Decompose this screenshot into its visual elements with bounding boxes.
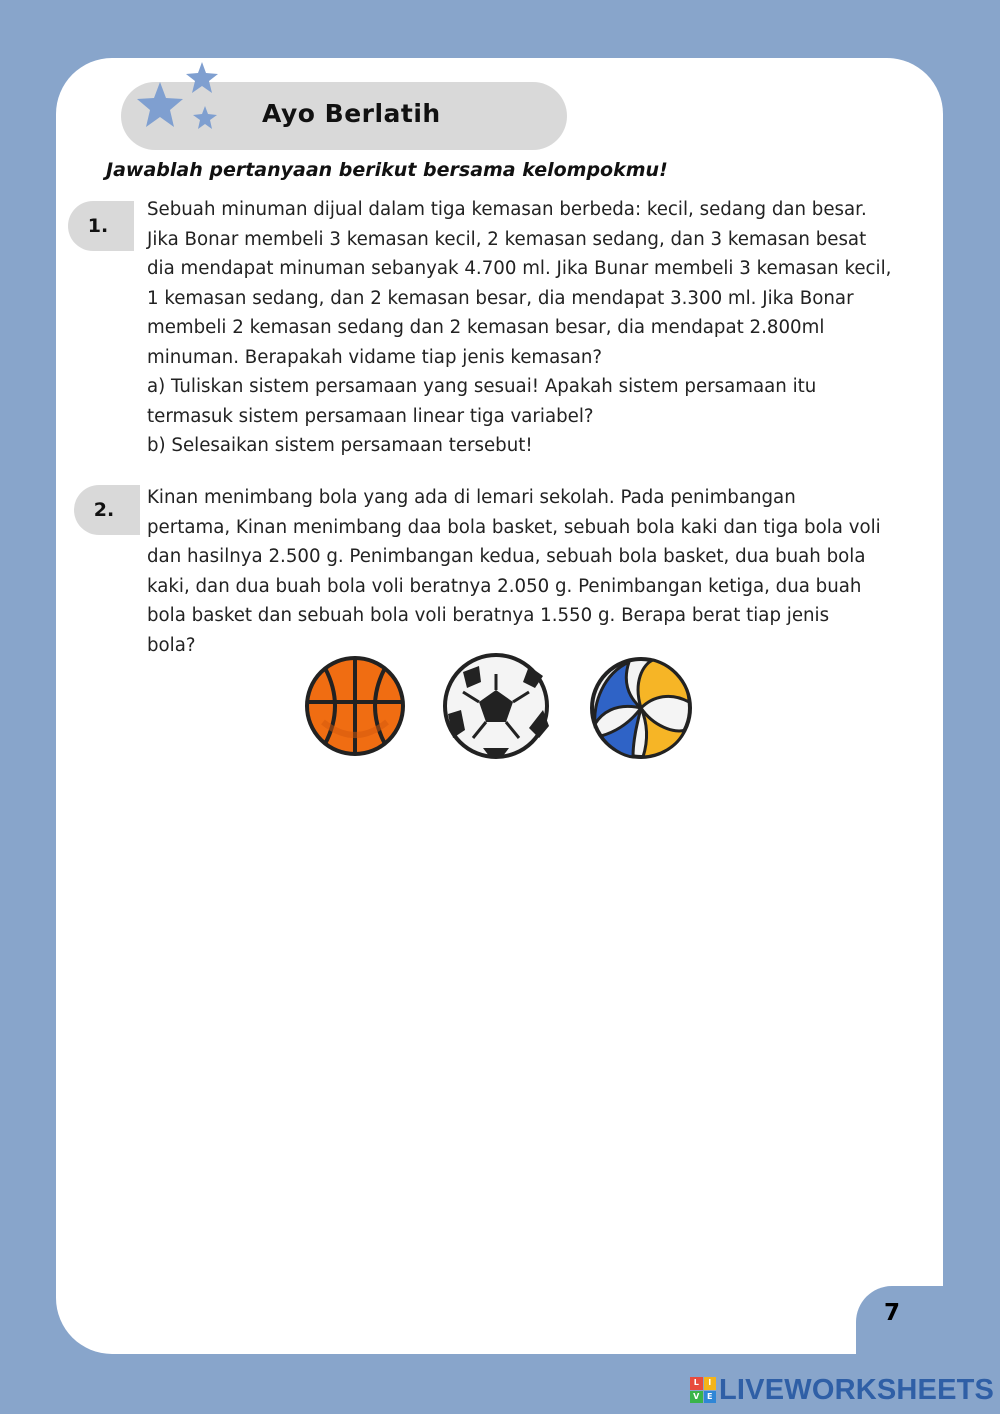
text-line: a) Tuliskan sistem persamaan yang sesuai! Apakah sistem persamaan itu bbox=[147, 376, 817, 397]
text-line: b) Selesaikan sistem persamaan tersebut! bbox=[147, 435, 533, 456]
watermark-text: LIVEWORKSHEETS bbox=[719, 1373, 995, 1406]
question-number-1: 1. bbox=[68, 201, 134, 251]
text-line: dan hasilnya 2.500 g. Penimbangan kedua, sebuah bola basket, dua buah bola bbox=[147, 546, 866, 567]
liveworksheets-watermark bbox=[690, 1373, 994, 1407]
text-line: dia mendapat minuman sebanyak 4.700 ml. Jika Bunar membeli 3 kemasan kecil, bbox=[147, 258, 892, 279]
text-line: 1 kemasan sedang, dan 2 kemasan besar, dia mendapat 3.300 ml. Jika Bonar bbox=[147, 287, 854, 309]
text-line: Jika Bonar membeli 3 kemasan kecil, 2 kemasan sedang, dan 3 kemasan besat bbox=[147, 228, 867, 250]
text-line: bola basket dan sebuah bola voli beratnya 1.550 g. Berapa berat tiap jenis bbox=[147, 605, 830, 626]
text-line: Sebuah minuman dijual dalam tiga kemasan berbeda: kecil, sedang dan besar. bbox=[147, 199, 867, 220]
text-line: minuman. Berapakah vidame tiap jenis kemasan? bbox=[147, 346, 603, 368]
soccer-ball-icon bbox=[445, 655, 549, 757]
page-title: Ayo Berlatih bbox=[262, 99, 441, 128]
text-line: pertama, Kinan menimbang daa bola basket, sebuah bola kaki dan tiga bola voli bbox=[147, 516, 881, 538]
instruction-text: Jawablah pertanyaan berikut bersama kelompokmu! bbox=[106, 159, 668, 181]
text-line: bola? bbox=[147, 634, 196, 656]
volleyball-icon bbox=[592, 659, 690, 757]
page-number: 7 bbox=[883, 1300, 900, 1326]
liveworksheets-logo-icon: L I V E bbox=[690, 1377, 716, 1403]
stars-icon bbox=[128, 58, 228, 148]
text-line: termasuk sistem persamaan linear tiga variabel? bbox=[147, 405, 594, 427]
question-number-2: 2. bbox=[74, 485, 140, 535]
question-2-text bbox=[147, 483, 907, 660]
basketball-icon bbox=[307, 658, 403, 754]
balls-illustration bbox=[303, 652, 693, 762]
text-line: membeli 2 kemasan sedang dan 2 kemasan besar, dia mendapat 2.800ml bbox=[147, 317, 825, 338]
text-line: Kinan menimbang bola yang ada di lemari sekolah. Pada penimbangan bbox=[147, 487, 796, 508]
text-line: kaki, dan dua buah bola voli beratnya 2.050 g. Penimbangan ketiga, dua buah bbox=[147, 575, 862, 597]
question-1-text bbox=[147, 195, 907, 461]
